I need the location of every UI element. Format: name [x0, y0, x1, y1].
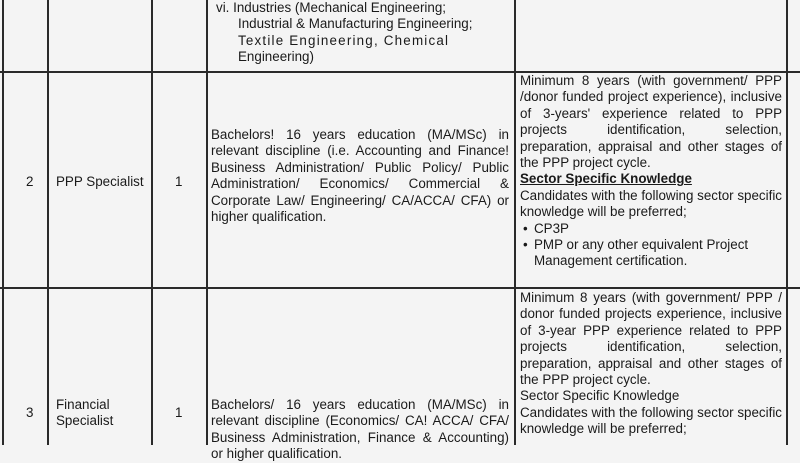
- row3-qualification: Bachelors/ 16 years education (MA/MSc) in relevant discipline (Economics/ CA! ACCA/ CFA/ Business Administration, Finance & Accounting) or higher qualification.: [211, 397, 509, 462]
- row2-bullet-list: [520, 221, 782, 270]
- row2-experience-block: [520, 73, 782, 270]
- col-divider-left-edge: [2, 0, 4, 445]
- row-divider-middle: [0, 287, 800, 289]
- prev-line: Engineering): [238, 49, 314, 65]
- row3-position-line: Specialist: [56, 413, 114, 429]
- row3-number: 3: [26, 405, 34, 420]
- row3-count: 1: [175, 405, 183, 420]
- list-item: • CP3P: [520, 221, 782, 237]
- list-item: • PMP or any other equivalent Project Management certification.: [520, 237, 782, 270]
- col-divider-number: [47, 0, 49, 445]
- col-divider-qualification: [514, 0, 516, 445]
- prev-row-qualification: [216, 0, 508, 66]
- row2-sector-intro: Candidates with the following sector specific knowledge will be preferred;: [520, 187, 782, 220]
- col-divider-right-edge: [786, 0, 788, 445]
- row2-qualification: Bachelors! 16 years education (MA/MSc) in relevant discipline (i.e. Accounting and Finance! Business Administration/ Public Policy/ Public Administration/ Economics/ Commercial & Corporate Law/ Engineering/ CA/ACCA/ CFA) or higher qualification.: [211, 127, 509, 225]
- row3-sector-intro: Candidates with the following sector specific knowledge will be preferred;: [520, 404, 782, 437]
- row2-number: 2: [26, 174, 34, 189]
- row3-sector-heading: Sector Specific Knowledge: [520, 388, 680, 404]
- row3-position: [56, 397, 113, 430]
- row2-count: 1: [175, 174, 183, 189]
- row3-experience: Minimum 8 years (with government/ PPP / donor funded projects experience, inclusive of 3-year PPP experience related to PPP projects identification, selection, preparation, appraisal and other stages of the PPP project cycle.: [520, 290, 782, 388]
- col-divider-count: [206, 0, 208, 445]
- row2-position: PPP Specialist: [56, 174, 144, 189]
- prev-line: Textile Engineering, Chemical: [238, 32, 450, 48]
- col-divider-position: [151, 0, 153, 445]
- row2-experience: Minimum 8 years (with government/ PPP /donor funded project experience), inclusive of 3-years' experience related to PPP projects identification, selection, preparation, appraisal and other stages of the PPP project cycle.: [520, 73, 782, 171]
- row3-position-line: Financial: [56, 397, 110, 412]
- prev-line: Industrial & Manufacturing Engineering;: [238, 16, 473, 32]
- row3-experience-block: [520, 290, 782, 438]
- row2-sector-heading: Sector Specific Knowledge: [520, 171, 692, 187]
- prev-line: vi. Industries (Mechanical Engineering;: [216, 0, 446, 15]
